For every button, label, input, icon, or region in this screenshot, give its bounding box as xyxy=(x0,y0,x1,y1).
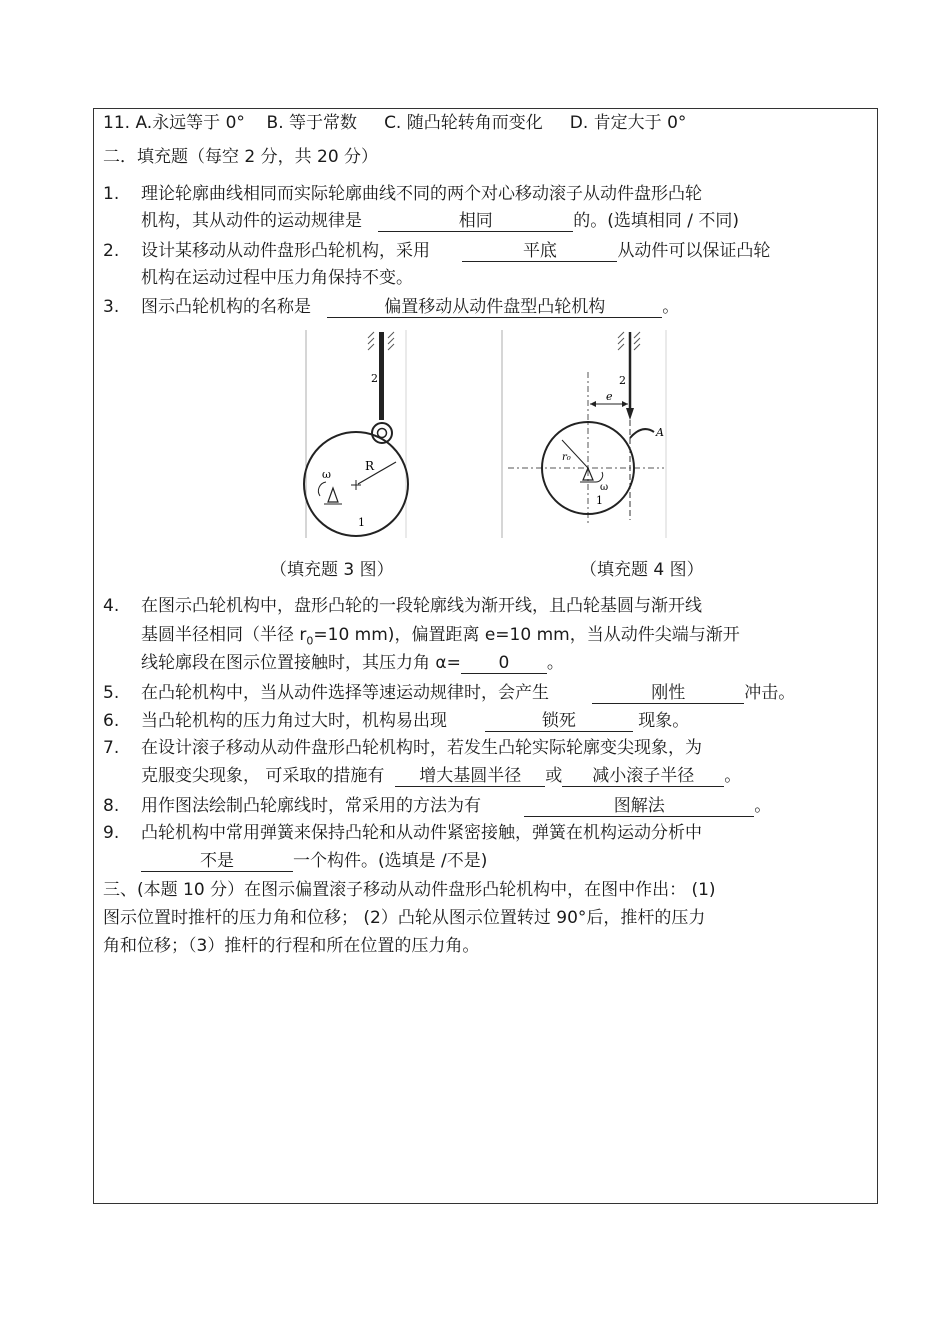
item7-text-mid: 或 xyxy=(545,766,563,786)
item1-number: 1. xyxy=(103,184,120,204)
fig4-label-2: 2 xyxy=(619,374,626,387)
item9-text-post: 一个构件。(选填是 /不是) xyxy=(293,851,488,871)
fig3-rotation-arrow xyxy=(318,482,326,496)
fig4-involute-profile xyxy=(630,429,654,438)
item1-line2 xyxy=(141,210,739,232)
item7-number: 7. xyxy=(103,738,120,758)
item9-line2 xyxy=(141,850,487,872)
fig3-label-1: 1 xyxy=(358,516,365,529)
fig4-follower-tip xyxy=(626,408,634,420)
item4-line3 xyxy=(141,652,564,674)
item5-text-post: 冲击。 xyxy=(744,683,796,703)
q11-number: 11. xyxy=(103,113,131,133)
fig3-pivot xyxy=(328,488,338,502)
fig4-label-e: e xyxy=(606,390,613,403)
figure-4-cam-diagram xyxy=(496,328,676,540)
item7-answer-2: 减小滚子半径 xyxy=(562,766,724,787)
item6-text: 当凸轮机构的压力角过大时，机构易出现 xyxy=(141,711,447,731)
item8-text: 用作图法绘制凸轮廓线时，常采用的方法为有 xyxy=(141,796,481,816)
q11-option-b: B. 等于常数 xyxy=(266,113,358,133)
item1-text-post: 的。(选填相同 / 不同) xyxy=(573,211,740,231)
item4-number: 4. xyxy=(103,596,120,616)
item3-text-post: 。 xyxy=(662,297,680,317)
item9-answer: 不是 xyxy=(141,851,293,872)
item1-answer: 相同 xyxy=(378,211,573,232)
fig3-label-omega: ω xyxy=(322,468,331,481)
item4-line1: 在图示凸轮机构中，盘形凸轮的一段轮廓线为渐开线，且凸轮基圆与渐开线 xyxy=(141,596,702,616)
item7-text: 克服变尖现象， 可采取的措施有 xyxy=(141,766,385,786)
item5-number: 5. xyxy=(103,683,120,703)
item4-line3-post: 。 xyxy=(546,653,564,673)
figure-3-caption: （填充题 3 图） xyxy=(270,560,394,580)
fig3-follower-rod xyxy=(379,332,384,420)
item7-answer-1: 增大基圆半径 xyxy=(395,766,545,787)
figure-4-caption: （填充题 4 图） xyxy=(580,560,704,580)
q11-option-c: C. 随凸轮转角而变化 xyxy=(384,113,543,133)
item2-text: 设计某移动从动件盘形凸轮机构，采用 xyxy=(141,241,430,261)
item1-text: 机构，其从动件的运动规律是 xyxy=(141,211,362,231)
item6-line xyxy=(141,710,689,732)
item2-answer: 平底 xyxy=(462,241,617,262)
section3-line3: 角和位移；（3）推杆的行程和所在位置的压力角。 xyxy=(103,936,480,956)
fig4-label-A: A xyxy=(656,426,664,439)
item6-answer: 锁死 xyxy=(485,711,633,732)
item4-line2 xyxy=(141,624,740,652)
item9-line1: 凸轮机构中常用弹簧来保持凸轮和从动件紧密接触，弹簧在机构运动分析中 xyxy=(141,823,702,843)
item8-answer: 图解法 xyxy=(524,796,754,817)
q11-option-d: D. 肯定大于 0° xyxy=(569,113,687,133)
item8-text-post: 。 xyxy=(754,796,772,816)
item3-text: 图示凸轮机构的名称是 xyxy=(141,297,311,317)
fig3-label-R: R xyxy=(365,459,375,473)
item2-text-post: 从动件可以保证凸轮 xyxy=(617,241,771,261)
fig4-label-omega: ω xyxy=(600,482,609,493)
item6-text-post: 现象。 xyxy=(638,711,690,731)
fig4-label-1: 1 xyxy=(596,494,603,507)
item1-line1: 理论轮廓曲线相同而实际轮廓曲线不同的两个对心移动滚子从动件盘形凸轮 xyxy=(141,184,702,204)
item8-number: 8. xyxy=(103,796,120,816)
item4-line3-pre: 线轮廓段在图示位置接触时，其压力角 α= xyxy=(141,653,461,673)
item7-line2 xyxy=(141,765,741,787)
item4-subscript: 0 xyxy=(306,634,314,648)
item5-line xyxy=(141,682,795,704)
section3-line2: 图示位置时推杆的压力角和位移； (2）凸轮从图示位置转过 90°后，推杆的压力 xyxy=(103,908,706,928)
fig3-label-2: 2 xyxy=(371,372,378,385)
section2-title: 二．填充题（每空 2 分，共 20 分） xyxy=(103,147,379,167)
q11-option-a: A.永远等于 0° xyxy=(135,113,245,133)
item5-answer: 刚性 xyxy=(592,683,744,704)
fig4-rotation-arrow xyxy=(596,472,603,482)
item2-line1 xyxy=(141,240,770,262)
item8-line xyxy=(141,795,771,817)
item3-answer: 偏置移动从动件盘型凸轮机构 xyxy=(327,297,662,318)
figure-3-cam-diagram xyxy=(300,328,420,540)
item7-line1: 在设计滚子移动从动件盘形凸轮机构时，若发生凸轮实际轮廓变尖现象，为 xyxy=(141,738,702,758)
section3-line1: 三、(本题 10 分）在图示偏置滚子移动从动件盘形凸轮机构中，在图中作出： (1) xyxy=(103,880,716,900)
item4-answer: 0 xyxy=(461,653,547,674)
item9-number: 9. xyxy=(103,823,120,843)
item4-line2-b: =10 mm)，偏置距离 e=10 mm，当从动件尖端与渐开 xyxy=(313,625,740,645)
fig4-label-r0: r₀ xyxy=(562,452,571,463)
q11-line xyxy=(103,112,686,134)
item2-number: 2. xyxy=(103,241,120,261)
item2-line2: 机构在运动过程中压力角保持不变。 xyxy=(141,268,413,288)
item3-number: 3. xyxy=(103,297,120,317)
fig3-radius-line xyxy=(358,462,396,484)
item5-text: 在凸轮机构中，当从动件选择等速运动规律时，会产生 xyxy=(141,683,549,703)
item3-line xyxy=(141,296,679,318)
item4-line2-a: 基圆半径相同（半径 r xyxy=(141,625,307,645)
item6-number: 6. xyxy=(103,711,120,731)
item7-text-post: 。 xyxy=(724,766,742,786)
